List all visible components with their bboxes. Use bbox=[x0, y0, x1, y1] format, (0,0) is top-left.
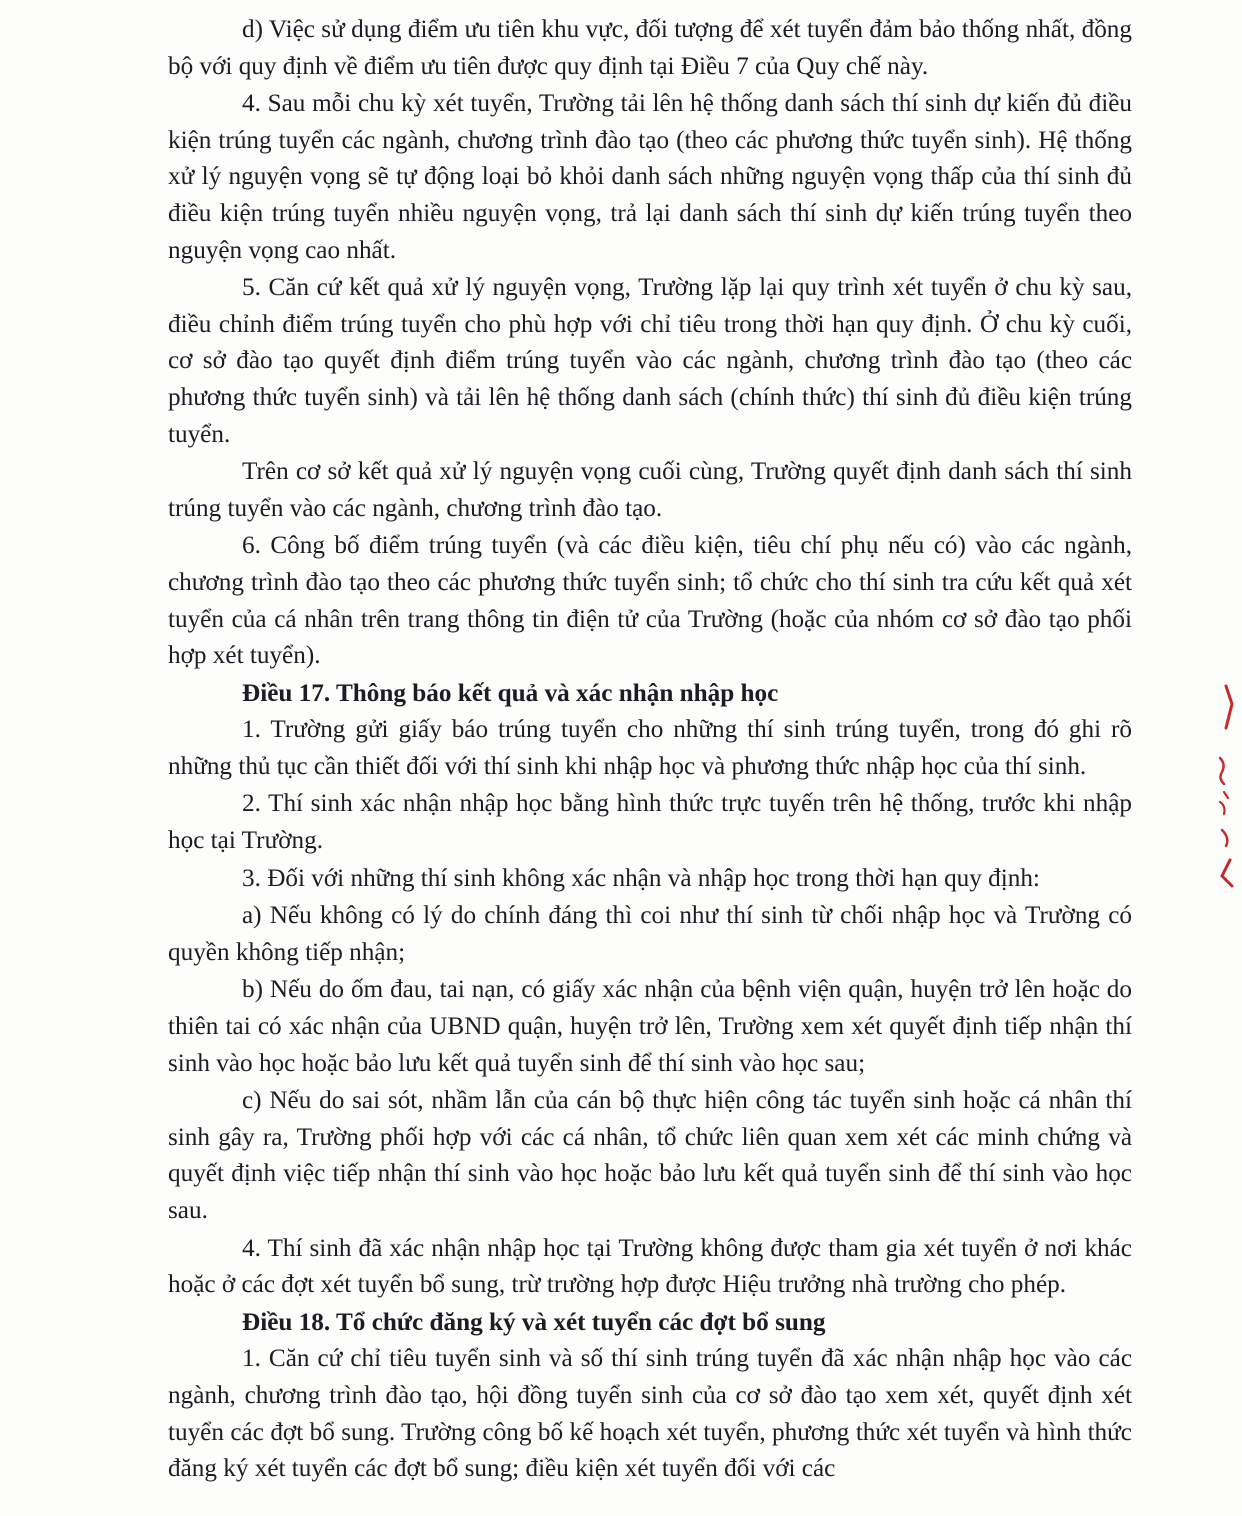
paragraph-18-1: 1. Căn cứ chỉ tiêu tuyển sinh và số thí sinh trúng tuyển đã xác nhận nhập học vào các ngành, chương trình đào tạo, hội đồng tuyển sinh của cơ sở đào tạo xem xét, quyết định xét tuyển các đợt bổ sung. Trường công bố kế hoạch xét tuyển, phương thức xét tuyển và hình thức đăng ký xét tuyển các đợt bổ sung; điều kiện xét tuyển đối với các bbox=[168, 1345, 1132, 1483]
document-body bbox=[168, 12, 1132, 1488]
paragraph-17-4: 4. Thí sinh đã xác nhận nhập học tại Trường không được tham gia xét tuyển ở nơi khác hoặc ở các đợt xét tuyển bổ sung, trừ trường hợp được Hiệu trưởng nhà trường cho phép. bbox=[168, 1234, 1132, 1299]
paragraph-17-3b: b) Nếu do ốm đau, tai nạn, có giấy xác nhận của bệnh viện quận, huyện trở lên hoặc do thiên tai có xác nhận của UBND quận, huyện trở lên, Trường xem xét quyết định tiếp nhận thí sinh vào học hoặc bảo lưu kết quả tuyển sinh để thí sinh vào học sau; bbox=[168, 976, 1132, 1077]
paragraph-17-1: 1. Trường gửi giấy báo trúng tuyển cho những thí sinh trúng tuyển, trong đó ghi rõ những thủ tục cần thiết đối với thí sinh khi nhập học và phương thức nhập học của thí sinh. bbox=[168, 716, 1132, 780]
paragraph-17-3: 3. Đối với những thí sinh không xác nhận và nhập học trong thời hạn quy định: bbox=[242, 864, 1040, 892]
paragraph-3d: d) Việc sử dụng điểm ưu tiên khu vực, đối tượng để xét tuyển đảm bảo thống nhất, đồng bộ với quy định về điểm ưu tiên được quy định tại Điều 7 của Quy chế này. bbox=[168, 16, 1132, 80]
article-18-heading: Điều 18. Tổ chức đăng ký và xét tuyển các đợt bổ sung bbox=[242, 1308, 826, 1336]
paragraph-6: 6. Công bố điểm trúng tuyển (và các điều kiện, tiêu chí phụ nếu có) vào các ngành, chương trình đào tạo theo các phương thức tuyển sinh; tổ chức cho thí sinh tra cứu kết quả xét tuyển của cá nhân trên trang thông tin điện tử của Trường (hoặc của nhóm cơ sở đào tạo phối hợp xét tuyển). bbox=[168, 532, 1132, 670]
paragraph-17-3a: a) Nếu không có lý do chính đáng thì coi như thí sinh từ chối nhập học và Trường có quyền không tiếp nhận; bbox=[168, 902, 1132, 966]
paragraph-17-2: 2. Thí sinh xác nhận nhập học bằng hình thức trực tuyến trên hệ thống, trước khi nhập học tại Trường. bbox=[168, 790, 1132, 855]
red-ink-margin-mark-icon bbox=[1196, 680, 1242, 890]
paragraph-4: 4. Sau mỗi chu kỳ xét tuyển, Trường tải lên hệ thống danh sách thí sinh dự kiến đủ điều kiện trúng tuyển các ngành, chương trình đào tạo (theo các phương thức tuyển sinh). Hệ thống xử lý nguyện vọng sẽ tự động loại bỏ khỏi danh sách những nguyện vọng thấp của thí sinh đủ điều kiện trúng tuyển nhiều nguyện vọng, trả lại danh sách thí sinh dự kiến trúng tuyển theo nguyện vọng cao nhất. bbox=[168, 90, 1132, 264]
paragraph-5: 5. Căn cứ kết quả xử lý nguyện vọng, Trường lặp lại quy trình xét tuyển ở chu kỳ sau, điều chỉnh điểm trúng tuyển cho phù hợp với chỉ tiêu trong thời hạn quy định. Ở chu kỳ cuối, cơ sở đào tạo quyết định điểm trúng tuyển vào các ngành, chương trình đào tạo (theo các phương thức tuyển sinh) và tải lên hệ thống danh sách (chính thức) thí sinh đủ điều kiện trúng tuyển. bbox=[168, 274, 1132, 448]
paragraph-17-3c: c) Nếu do sai sót, nhầm lẫn của cán bộ thực hiện công tác tuyển sinh hoặc cá nhân thí sinh gây ra, Trường phối hợp với các cá nhân, tổ chức liên quan xem xét các minh chứng và quyết định việc tiếp nhận thí sinh vào học hoặc bảo lưu kết quả tuyển sinh để thí sinh vào học sau. bbox=[168, 1087, 1132, 1224]
article-17-heading: Điều 17. Thông báo kết quả và xác nhận nhập học bbox=[242, 679, 779, 707]
paragraph-5-conclusion: Trên cơ sở kết quả xử lý nguyện vọng cuối cùng, Trường quyết định danh sách thí sinh trúng tuyển vào các ngành, chương trình đào tạo. bbox=[168, 458, 1132, 522]
